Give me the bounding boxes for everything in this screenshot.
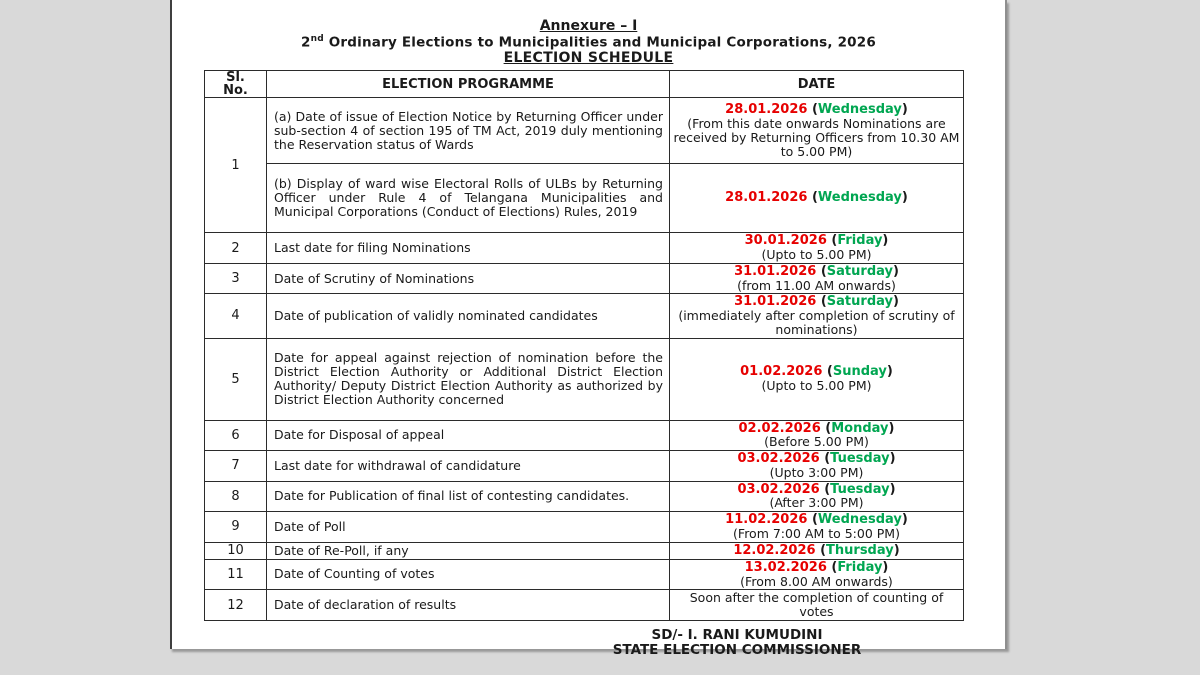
paren-open: (	[816, 263, 827, 279]
signature-title: STATE ELECTION COMMISSIONER	[612, 641, 862, 658]
date-line	[672, 295, 961, 309]
programme-cell: Date of Re-Poll, if any	[267, 542, 670, 559]
paren-open: (	[819, 451, 831, 467]
date-cell	[670, 233, 964, 264]
election-schedule-table	[204, 70, 964, 621]
paren-close: )	[892, 294, 899, 310]
date-value: 12.02.2026	[733, 542, 816, 558]
paren-close: )	[892, 263, 899, 279]
table-row-12	[205, 590, 964, 621]
sl-header-line2: No.	[223, 83, 248, 98]
programme-cell: Date of Counting of votes	[267, 559, 670, 590]
weekday-value: Thursday	[826, 542, 894, 558]
table-row-9	[205, 512, 964, 543]
paren-open: (	[807, 190, 818, 206]
weekday-value: Friday	[837, 559, 883, 575]
date-plain-text: Soon after the completion of counting of votes	[689, 590, 944, 620]
paren-open: (	[807, 102, 818, 118]
sl-no-cell: 2	[205, 233, 267, 264]
title-number: 2	[301, 34, 311, 51]
sl-no-cell: 8	[205, 481, 267, 512]
weekday-value: Monday	[831, 420, 889, 436]
paren-open: (	[816, 294, 827, 310]
date-line	[672, 422, 961, 436]
date-cell	[670, 590, 964, 621]
programme-cell: Date of publication of validly nominated candidates	[267, 294, 670, 338]
date-cell	[670, 164, 964, 233]
table-row-1a	[205, 98, 964, 164]
paren-close: )	[889, 451, 896, 467]
paren-close: )	[882, 559, 889, 575]
date-line	[672, 561, 961, 575]
paren-open: (	[807, 512, 818, 528]
document-page	[170, 0, 1007, 658]
table-row-2	[205, 233, 964, 264]
date-line	[672, 103, 961, 117]
date-value: 31.01.2026	[734, 294, 817, 310]
weekday-value: Saturday	[826, 294, 893, 310]
date-note: (After 3:00 PM)	[769, 495, 864, 511]
programme-cell: (a) Date of issue of Election Notice by Returning Officer under sub-section 4 of section 195 of TM Act, 2019 duly mentioning the Reservation status of Wards	[267, 98, 670, 164]
sl-no-cell: 12	[205, 590, 267, 621]
paren-close: )	[889, 481, 896, 497]
header-cell-election-programme: ELECTION PROGRAMME	[267, 71, 670, 98]
sl-no-cell: 1	[205, 98, 267, 233]
paren-open: (	[826, 559, 838, 575]
table-row-11	[205, 559, 964, 590]
table-row-4	[205, 294, 964, 338]
date-cell	[670, 263, 964, 294]
paren-open: (	[822, 364, 833, 380]
paren-open: (	[820, 420, 832, 436]
programme-cell: Date of declaration of results	[267, 590, 670, 621]
weekday-value: Saturday	[826, 263, 893, 279]
date-line	[672, 191, 961, 205]
table-header-row	[205, 71, 964, 98]
paren-close: )	[886, 364, 893, 380]
paren-close: )	[901, 190, 908, 206]
table-row-6	[205, 420, 964, 451]
date-cell	[670, 542, 964, 559]
date-line	[672, 452, 961, 466]
document-header	[172, 0, 1005, 66]
date-line	[672, 234, 961, 248]
date-note: (From 7:00 AM to 5:00 PM)	[733, 525, 900, 541]
date-cell	[670, 481, 964, 512]
date-value: 28.01.2026	[725, 190, 808, 206]
sl-header-line1: Sl.	[226, 70, 245, 86]
sl-no-cell: 5	[205, 338, 267, 420]
title-text: Ordinary Elections to Municipalities and Municipal Corporations, 2026	[323, 34, 876, 51]
annexure-text: Annexure – I	[539, 18, 638, 34]
date-value: 03.02.2026	[737, 481, 820, 497]
date-note: (From 8.00 AM onwards)	[740, 573, 893, 589]
sl-no-cell: 11	[205, 559, 267, 590]
date-cell	[670, 451, 964, 482]
date-cell	[670, 98, 964, 164]
date-value: 30.01.2026	[744, 233, 827, 249]
date-line	[672, 365, 961, 379]
paren-close: )	[901, 512, 908, 528]
signature-block	[467, 628, 1007, 658]
sl-no-cell: 10	[205, 542, 267, 559]
header-cell-date: DATE	[670, 71, 964, 98]
date-note: (From this date onwards Nominations are received by Returning Officers from 10.30 AM to 5.00 PM)	[673, 116, 960, 159]
date-line	[672, 513, 961, 527]
date-line	[672, 483, 961, 497]
date-cell	[670, 420, 964, 451]
schedule-heading-text: ELECTION SCHEDULE	[503, 50, 674, 67]
table-row-1b	[205, 164, 964, 233]
header-cell-sl-no	[205, 71, 267, 98]
sl-no-cell: 3	[205, 263, 267, 294]
date-cell	[670, 294, 964, 338]
annexure-heading	[172, 19, 1005, 34]
paren-close: )	[901, 102, 908, 118]
sl-no-cell: 7	[205, 451, 267, 482]
weekday-value: Tuesday	[830, 481, 890, 497]
date-note: (from 11.00 AM onwards)	[737, 277, 896, 293]
date-value: 01.02.2026	[740, 364, 823, 380]
programme-cell: Date of Poll	[267, 512, 670, 543]
table-row-10	[205, 542, 964, 559]
programme-cell: Date for Publication of final list of contesting candidates.	[267, 481, 670, 512]
weekday-value: Wednesday	[817, 190, 902, 206]
table-row-3	[205, 263, 964, 294]
date-note: (Upto to 5.00 PM)	[761, 378, 872, 394]
title-ordinal-suffix: nd	[310, 34, 324, 45]
signature-name: SD/- I. RANI KUMUDINI	[651, 626, 823, 643]
date-cell	[670, 512, 964, 543]
weekday-value: Tuesday	[830, 451, 890, 467]
table-row-5	[205, 338, 964, 420]
date-note: (Before 5.00 PM)	[764, 434, 869, 450]
table-row-8	[205, 481, 964, 512]
date-value: 11.02.2026	[725, 512, 808, 528]
paren-open: (	[815, 542, 827, 558]
date-value: 02.02.2026	[738, 420, 821, 436]
date-value: 13.02.2026	[744, 559, 827, 575]
date-line	[672, 265, 961, 279]
weekday-value: Wednesday	[817, 512, 902, 528]
sl-no-cell: 6	[205, 420, 267, 451]
date-cell	[670, 559, 964, 590]
paren-open: (	[826, 233, 838, 249]
paren-open: (	[819, 481, 831, 497]
paren-close: )	[893, 542, 900, 558]
date-note: (Upto to 5.00 PM)	[761, 247, 872, 263]
sl-no-cell: 4	[205, 294, 267, 338]
date-line	[672, 544, 961, 558]
programme-cell: (b) Display of ward wise Electoral Rolls of ULBs by Returning Officer under Rule 4 of Telangana Municipalities and Municipal Corporations (Conduct of Elections) Rules, 2019	[267, 164, 670, 233]
table-row-7	[205, 451, 964, 482]
date-cell	[670, 338, 964, 420]
date-note: (Upto 3:00 PM)	[769, 464, 864, 480]
date-value: 31.01.2026	[734, 263, 817, 279]
programme-cell: Date for Disposal of appeal	[267, 420, 670, 451]
weekday-value: Wednesday	[817, 102, 902, 118]
programme-cell: Date for appeal against rejection of nomination before the District Election Authority or Additional District Election Authority/ Deputy District Election Authority as authorized by District Election Authority concerned	[267, 338, 670, 420]
paren-close: )	[888, 420, 895, 436]
weekday-value: Friday	[837, 233, 883, 249]
date-value: 28.01.2026	[725, 102, 808, 118]
paren-close: )	[882, 233, 889, 249]
date-value: 03.02.2026	[737, 451, 820, 467]
sl-no-cell: 9	[205, 512, 267, 543]
date-note: (immediately after completion of scrutiny of nominations)	[678, 308, 955, 337]
programme-cell: Last date for filing Nominations	[267, 233, 670, 264]
schedule-heading	[172, 51, 1005, 66]
programme-cell: Date of Scrutiny of Nominations	[267, 263, 670, 294]
weekday-value: Sunday	[832, 364, 887, 380]
document-title	[172, 35, 1005, 50]
programme-cell: Last date for withdrawal of candidature	[267, 451, 670, 482]
